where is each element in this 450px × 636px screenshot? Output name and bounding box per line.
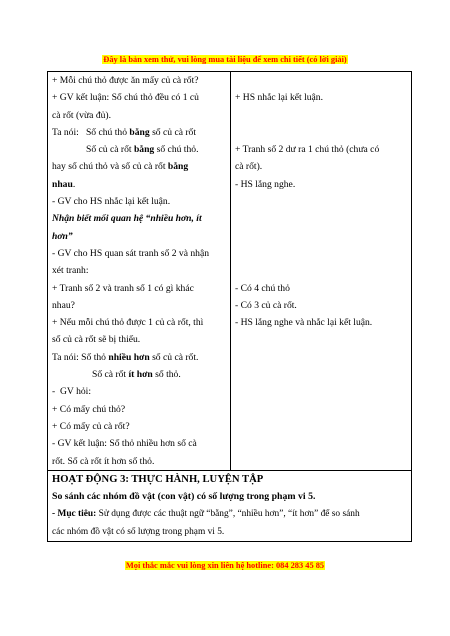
spacer [235,262,411,279]
left-line: - GV cho HS quan sát tranh số 2 và nhận [52,247,210,259]
left-line: nhau. [52,178,76,190]
left-line: + Có mấy củ cà rốt? [52,420,130,432]
left-line: + Có mấy chú thỏ? [52,403,126,415]
activity-row [48,470,412,541]
left-line: + GV kết luận: Số chú thỏ đều có 1 củ [52,92,199,104]
spacer [235,193,411,210]
teacher-activity-cell [48,72,231,471]
left-line: xét tranh: [52,265,89,277]
left-line: số củ cà rốt sẽ bị thiếu. [52,334,141,346]
activity-cell [48,470,412,541]
hotline-banner [0,561,450,570]
preview-banner [0,55,450,64]
spacer [235,245,411,262]
right-line: - HS lắng nghe. [235,178,296,190]
right-line: + HS nhắc lại kết luận. [235,92,324,104]
left-line: hay số chú thỏ và số củ cà rốt bằng [52,161,189,173]
objective-line: các nhóm đồ vật có số lượng trong phạm vi 5. [52,526,225,537]
right-line: + Tranh số 2 dư ra 1 chú thỏ (chưa có [235,144,380,156]
spacer [235,107,411,124]
preview-banner-text: Đây là bản xem thử, vui lòng mua tài liệu để xem chi tiết (có lời giải) [103,55,347,64]
left-line: - GV hỏi: [52,386,91,398]
left-line: - GV cho HS nhắc lại kết luận. [52,196,171,208]
left-line: - GV kết luận: Số thỏ nhiều hơn số cà [52,438,197,450]
right-line: - Có 4 chú thỏ [235,282,290,294]
section-heading: Nhận biết mối quan hệ “nhiều hơn, ít [52,213,202,225]
left-line: + Nếu mỗi chú thỏ được 1 củ cà rốt, thì [52,317,204,329]
right-line: - Có 3 củ cà rốt. [235,299,297,311]
objective-line: - Mục tiêu: Sử dụng được các thuật ngữ “bằng”, “nhiều hơn”, “ít hơn” để so sánh [52,508,360,519]
teacher-student-row [48,72,412,471]
left-line: + Mỗi chú thỏ được ăn mấy củ cà rốt? [52,75,199,86]
left-line: cà rốt (vừa đủ). [52,109,112,121]
student-activity-cell [231,72,412,471]
spacer [235,72,411,89]
left-line: Số cà rốt ít hơn số thỏ. [92,369,181,381]
left-line: + Tranh số 2 và tranh số 1 có gì khác [52,282,194,294]
right-line: - HS lắng nghe và nhắc lại kết luận. [235,317,373,329]
hotline-banner-text: Mọi thắc mắc vui lòng xin liên hệ hotline: 084 283 45 85 [125,561,325,570]
spacer [235,124,411,141]
left-line: nhau? [52,299,75,311]
lesson-table [47,71,412,542]
objective-label: - Mục tiêu: [52,508,97,519]
spacer [235,228,411,245]
right-line: cà rốt). [235,161,263,173]
spacer [235,210,411,227]
left-line: Ta nói: Số thỏ nhiều hơn số củ cà rốt. [52,351,199,363]
section-heading: hơn” [52,230,73,242]
left-line: Ta nói: Số chú thỏ bằng số củ cà rốt [52,126,197,138]
left-line: rốt. Số cà rốt ít hơn số thỏ. [52,455,155,467]
activity-title: HOẠT ĐỘNG 3: THỰC HÀNH, LUYỆN TẬP [52,473,264,485]
left-line: Số củ cà rốt bằng số chú thỏ. [86,144,199,156]
activity-subtitle: So sánh các nhóm đồ vật (con vật) có số lượng trong phạm vi 5. [52,490,316,502]
